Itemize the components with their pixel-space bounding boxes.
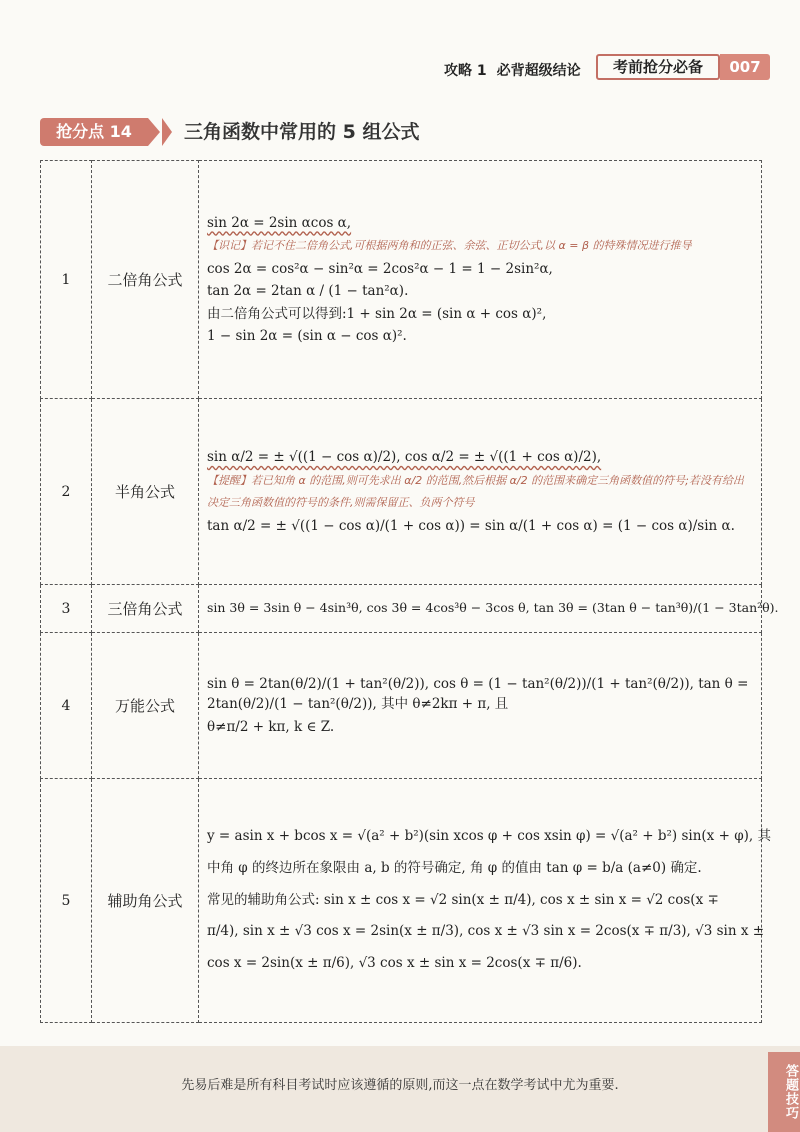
side-tab: 答题技巧 [768,1052,800,1132]
chapter-title: 必背超级结论 [496,63,581,79]
formula-name: 半角公式 [92,399,199,585]
series-title: 考前抢分必备 [596,54,720,80]
row-number: 5 [41,779,92,1023]
formula-line: sin α/2 = ± √((1 − cos α)/2), cos α/2 = ± √((1 + cos α)/2), [207,449,602,466]
formula-line: cos 2α = cos²α − sin²α = 2cos²α − 1 = 1 − 2sin²α, [207,261,553,278]
formula-line: θ≠π/2 + kπ, k ∈ Z. [207,718,335,735]
formula-line: sin 3θ = 3sin θ − 4sin³θ, cos 3θ = 4cos³θ − 3cos θ, tan 3θ = (3tan θ − tan³θ)/(1 − 3tan²θ). [207,600,779,616]
chapter-label [444,60,591,80]
table-row [41,161,762,399]
memo-note: 【识记】若记不住二倍角公式,可根据两角和的正弦、余弦、正切公式,以 α = β 的特殊情况进行推导 [207,239,692,253]
row-number: 3 [41,585,92,633]
footer-tip: 先易后难是所有科目考试时应该遵循的原则,而这一点在数学考试中尤为重要. [181,1078,619,1093]
formula-content [199,779,771,1023]
section-badge: 抢分点 14 [40,118,148,146]
section-title: 三角函数中常用的 5 组公式 [184,121,420,143]
formula-line: sin 2α = 2sin αcos α, [207,214,352,231]
row-number: 4 [41,633,92,779]
formula-name: 三倍角公式 [92,585,199,633]
formula-content [199,633,762,779]
section-heading [40,118,760,146]
formula-content [199,399,762,585]
formula-name: 二倍角公式 [92,161,199,399]
table-row [41,399,762,585]
page-header [0,46,800,84]
formula-line: y = asin x + bcos x = √(a² + b²)(sin xcos φ + cos xsin φ) = √(a² + b²) sin(x + φ), 其 [207,828,771,845]
table-row [41,585,762,633]
formula-name: 辅助角公式 [92,779,199,1023]
formula-line: sin θ = 2tan(θ/2)/(1 + tan²(θ/2)), cos θ = (1 − tan²(θ/2))/(1 + tan²(θ/2)), tan θ = 2tan(θ/2)/(1 − tan²(θ/2)), 其中 θ≠2kπ + π, 且 [207,676,749,713]
page-number: 007 [720,54,770,80]
formula-line: 常见的辅助角公式: sin x ± cos x = √2 sin(x ± π/4), cos x ± sin x = √2 cos(x ∓ [207,891,719,908]
row-number: 2 [41,399,92,585]
formula-line: cos x = 2sin(x ± π/6), √3 cos x ± sin x = 2cos(x ∓ π/6). [207,955,582,972]
formula-line: 1 − sin 2α = (sin α − cos α)². [207,327,407,344]
formula-table [40,160,779,1023]
formula-line: π/4), sin x ± √3 cos x = 2sin(x ± π/3), cos x ± √3 sin x = 2cos(x ∓ π/3), √3 sin x ± [207,923,765,940]
formula-name: 万能公式 [92,633,199,779]
table-row [41,633,762,779]
chapter-number: 攻略 1 [444,63,487,79]
badge-arrow-icon [162,118,172,146]
formula-content [199,161,762,399]
formula-line: 由二倍角公式可以得到:1 + sin 2α = (sin α + cos α)², [207,305,547,322]
formula-line: tan α/2 = ± √((1 − cos α)/(1 + cos α)) = sin α/(1 + cos α) = (1 − cos α)/sin α. [207,517,735,534]
reminder-note: 【提醒】若已知角 α 的范围,则可先求出 α/2 的范围,然后根据 α/2 的范围来确定三角函数值的符号;若没有给出决定三角函数值的符号的条件,则需保留正、负两个符号 [207,473,744,509]
row-number: 1 [41,161,92,399]
formula-line: tan 2α = 2tan α / (1 − tan²α). [207,283,409,300]
formula-line: 中角 φ 的终边所在象限由 a, b 的符号确定, 角 φ 的值由 tan φ = b/a (a≠0) 确定. [207,859,702,876]
table-row [41,779,762,1023]
badge-arrow-icon [148,118,160,146]
formula-content [199,585,779,633]
